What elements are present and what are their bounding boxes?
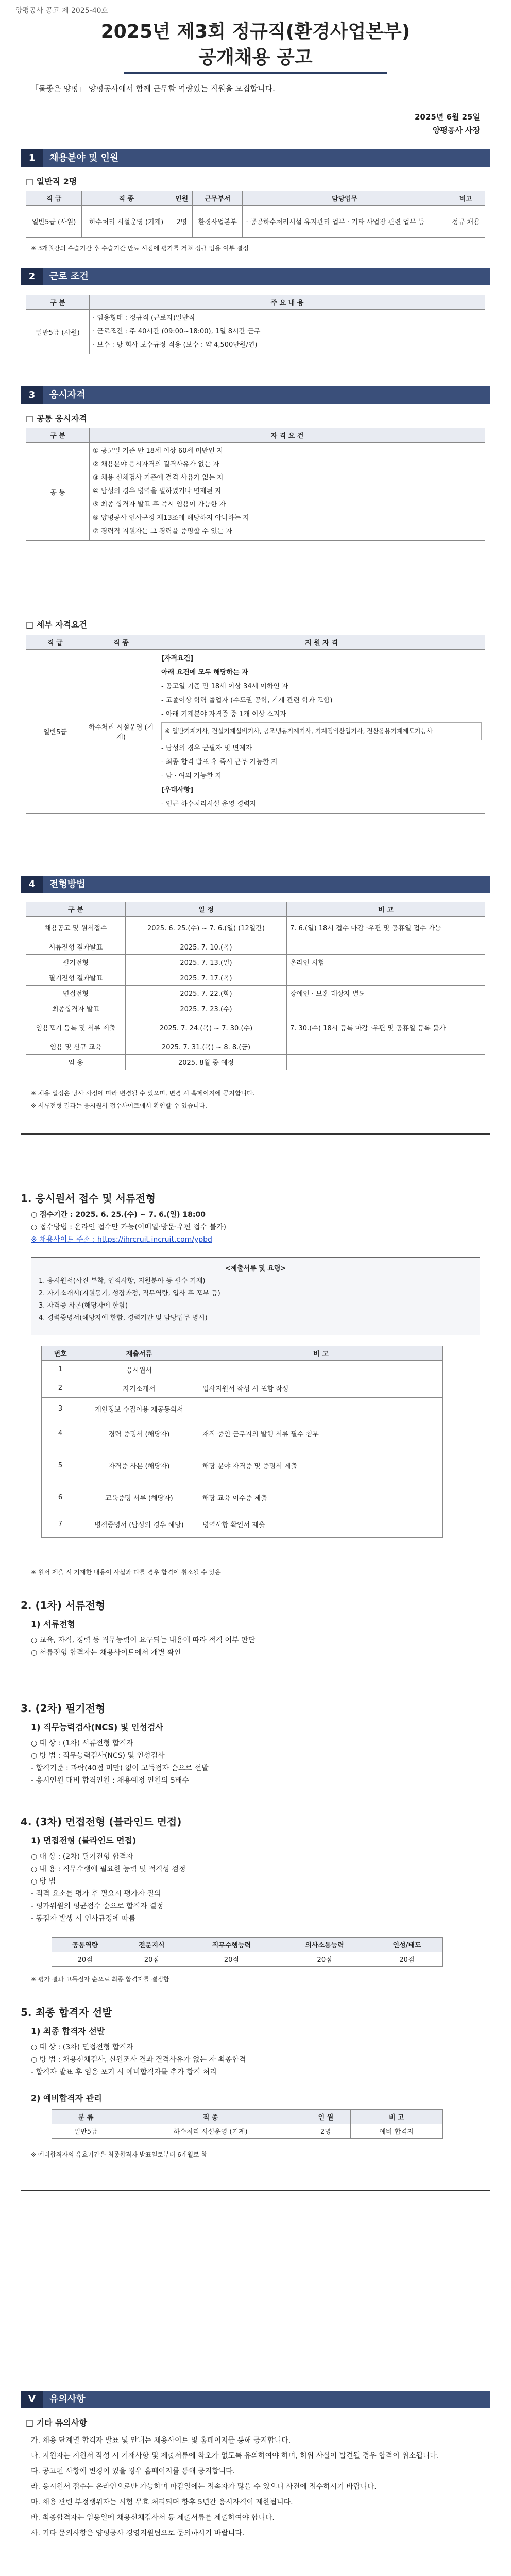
cell: 6 [42, 1484, 79, 1511]
note-line: 가. 채용 단계별 합격자 발표 및 안내는 채용사이트 및 홈페이지를 통해 공지합니다. [31, 2436, 291, 2445]
notice-number: 양평공사 공고 제 2025-40호 [15, 7, 109, 15]
col-header: 구 분 [26, 428, 90, 443]
section-number: 4 [21, 876, 43, 893]
para-line: ○ 서류전형 합격자는 채용사이트에서 개별 확인 [31, 1649, 181, 1657]
cell: 2명 [301, 2124, 351, 2139]
cell: 하수처리 시설운영 (기계) [84, 650, 158, 814]
cell: 응시원서 [79, 1361, 199, 1379]
interview-footnote: ※ 평가 결과 고득점자 순으로 최종 합격자를 결정함 [31, 1976, 169, 1983]
cell: 2025. 7. 13.(일) [126, 955, 287, 970]
recruit-table [26, 191, 485, 238]
col-header: 자 격 요 건 [90, 428, 485, 443]
cell: 20점 [278, 1952, 371, 1967]
note-line: 나. 지원자는 지원서 작성 시 기재사항 및 제출서류에 착오가 없도록 유의하여야 하며, 허위 사실이 발견될 경우 합격이 취소됩니다. [31, 2452, 439, 2460]
cell [287, 939, 485, 955]
written-test-lines [31, 1737, 479, 1787]
cell: 공 통 [26, 443, 90, 541]
para-line: - 평가위원의 평균점수 순으로 합격자 결정 [31, 1902, 164, 1910]
cell: 정규 채용 [447, 206, 485, 238]
qual-line: - 인근 하수처리시설 운영 경력자 [161, 800, 257, 808]
section-number: 3 [21, 386, 43, 404]
note-line: 라. 응시원서 접수는 온라인으로만 가능하며 마감일에는 접속자가 많을 수 있으니 사전에 접수하시기 바랍니다. [31, 2483, 377, 2491]
para-line: ○ 대 상 : (1차) 서류전형 합격자 [31, 1739, 133, 1748]
section-qualifications [21, 386, 490, 404]
subheading: 1) 서류전형 [31, 1619, 75, 1629]
qualification-item: ⑤ 최종 합격자 발표 후 즉시 임용이 가능한 자 [93, 501, 226, 509]
cell [287, 970, 485, 986]
note-line: 다. 공고된 사항에 변경이 있을 경우 홈페이지를 통해 공지합니다. [31, 2467, 235, 2476]
para-line: ○ 내 용 : 직무수행에 필요한 능력 및 적격성 검정 [31, 1865, 186, 1873]
divider [21, 1133, 490, 1138]
para-line: ○ 대 상 : (3차) 면접전형 합격자 [31, 2043, 133, 2052]
page-title-line2: 공개채용 공고 [198, 47, 313, 68]
section-number: 1 [21, 149, 43, 167]
note-line: ※ 채용 일정은 당사 사정에 따라 변경될 수 있으며, 변경 시 홈페이지에 공지합니다. [31, 1090, 255, 1097]
col-header: 담당업무 [243, 191, 447, 206]
interview-score-table [52, 1937, 443, 1967]
col-header: 공통역량 [52, 1938, 118, 1952]
table-row [42, 1379, 443, 1398]
cell: 임용포기 등록 및 서류 제출 [26, 1016, 126, 1039]
cell [199, 1398, 443, 1420]
para-line: - 적격 요소를 평가 후 필요시 평가자 질의 [31, 1890, 161, 1898]
qualification-item: ⑦ 경력직 지원자는 그 경력을 증명할 수 있는 자 [93, 528, 232, 535]
cell: · 공공하수처리시설 유지관리 업무 · 기타 사업장 관련 업무 등 [243, 206, 447, 238]
box-line: 2. 자기소개서(지원동기, 성장과정, 직무역량, 입사 후 포부 등) [39, 1290, 220, 1297]
heading-written-test: 3. (2차) 필기전형 [21, 1702, 106, 1715]
probation-note: ※ 3개월간의 수습기간 후 수습기간 만료 시점에 평가를 거쳐 정규 임용 여부 결정 [31, 245, 249, 252]
section-title: 근로 조건 [49, 271, 89, 282]
cell [287, 1001, 485, 1016]
col-header: 인성/태도 [371, 1938, 442, 1952]
cell [199, 1361, 443, 1379]
para-line: - 합격기준 : 과락(40점 미만) 없이 고득점자 순으로 선발 [31, 1764, 209, 1772]
table-row [26, 650, 485, 814]
qual-line: - 남 · 여의 가능한 자 [161, 772, 222, 780]
table-row [26, 1001, 485, 1016]
subheading: □ 공통 응시자격 [26, 414, 87, 423]
application-bullets [31, 1209, 479, 1246]
subheading: □ 일반직 2명 [26, 177, 77, 187]
note-line: 바. 최종합격자는 임용일에 채용신체검사서 등 제출서류를 제출하여야 합니다. [31, 2514, 275, 2522]
cell [287, 1055, 485, 1070]
condition-item: · 보수 : 당 회사 보수규정 적용 (보수 : 약 4,500만원/연) [93, 341, 258, 349]
cell: 입사지원서 작성 시 포함 작성 [199, 1379, 443, 1398]
qual-line: - 공고일 기준 만 18세 이상 34세 이하인 자 [161, 683, 288, 690]
box-title: <제출서류 및 요령> [225, 1265, 286, 1273]
cell: 20점 [52, 1952, 118, 1967]
cell: 필기전형 [26, 955, 126, 970]
cell: 개인정보 수집이용 제공동의서 [79, 1398, 199, 1420]
qual-line: - 최종 합격 발표 후 즉시 근무 가능한 자 [161, 758, 278, 766]
cell: 면접전형 [26, 986, 126, 1001]
para-line: - 합격자 발표 후 임용 포기 시 예비합격자를 추가 합격 처리 [31, 2068, 217, 2076]
heading-doc-screening: 2. (1차) 서류전형 [21, 1599, 106, 1612]
para-line: ○ 방 법 : 직무능력검사(NCS) 및 인성검사 [31, 1752, 165, 1760]
notice-date: 2025년 6월 25일 [415, 112, 480, 122]
heading-final-selection: 5. 최종 합격자 선발 [21, 2006, 112, 2019]
qual-line: [자격요건] [161, 655, 194, 663]
detail-qualification-table [26, 635, 485, 814]
cell: 최종합격자 발표 [26, 1001, 126, 1016]
col-header: 주 요 내 용 [90, 295, 485, 310]
col-header: 직무수행능력 [185, 1938, 278, 1952]
cell: 일반5급 [26, 650, 84, 814]
cell: 2025. 7. 31.(목) ~ 8. 8.(금) [126, 1039, 287, 1055]
subheading: 2) 예비합격자 관리 [31, 2093, 102, 2103]
schedule-table [26, 902, 485, 1070]
cell: 2025. 7. 23.(수) [126, 1001, 287, 1016]
cell: 2025. 7. 22.(화) [126, 986, 287, 1001]
qual-line: 아래 요건에 모두 해당하는 자 [161, 669, 248, 676]
cell: 5 [42, 1447, 79, 1484]
col-header: 구 분 [26, 295, 90, 310]
note-line: ※ 서류전형 결과는 응시원서 접수사이트에서 확인할 수 있습니다. [31, 1102, 207, 1109]
qual-line: - 아래 기계분야 자격증 중 1개 이상 소지자 [161, 710, 286, 718]
common-qualification-table [26, 428, 485, 541]
col-header: 직 종 [120, 2110, 301, 2124]
apply-site-link[interactable]: ※ 채용사이트 주소 : https://ihrcruit.incruit.com/ypbd [31, 1235, 212, 1244]
cell: 2025. 8월 중 예정 [126, 1055, 287, 1070]
subheading: 1) 최종 합격자 선발 [31, 2026, 105, 2036]
intro-text: 「물좋은 양평」 양평공사에서 함께 근무할 역량있는 직원을 모집합니다. [31, 84, 275, 93]
cell: 1 [42, 1361, 79, 1379]
reserve-footnote: ※ 예비합격자의 유효기간은 최종합격자 발표일로부터 6개월로 함 [31, 2151, 207, 2158]
bullet-line [31, 1233, 479, 1246]
col-header: 인원 [171, 191, 193, 206]
cell: 자기소개서 [79, 1379, 199, 1398]
cell: 20점 [185, 1952, 278, 1967]
interview-lines [31, 1851, 479, 1925]
table-row [26, 939, 485, 955]
box-line: 1. 응시원서(사진 부착, 인적사항, 지원분야 등 필수 기재) [39, 1277, 206, 1285]
para-line: ○ 방 법 : 채용신체검사, 신원조사 결과 결격사유가 없는 자 최종합격 [31, 2056, 246, 2064]
cell: 2025. 6. 25.(수) ~ 7. 6.(일) (12일간) [126, 917, 287, 939]
para-line: - 응시인원 대비 합격인원 : 채용예정 인원의 5배수 [31, 1776, 189, 1785]
qualification-item: ② 채용분야 응시자격의 결격사유가 없는 자 [93, 461, 219, 468]
note-line: 사. 기타 문의사항은 양평공사 경영지원팀으로 문의하시기 바랍니다. [31, 2529, 245, 2537]
table-row [26, 443, 485, 541]
cell: 임용 및 신규 교육 [26, 1039, 126, 1055]
page-title: 2025년 제3회 정규직(환경사업본부) [100, 21, 411, 42]
cell: 7 [42, 1511, 79, 1538]
col-header: 구 분 [26, 902, 126, 917]
cell: 병역사항 확인서 제출 [199, 1511, 443, 1538]
table-row [26, 986, 485, 1001]
col-header: 전문지식 [118, 1938, 185, 1952]
table-row [42, 1511, 443, 1538]
cell: 채용공고 및 원서접수 [26, 917, 126, 939]
table-row [26, 970, 485, 986]
table-row [26, 1016, 485, 1039]
cell: 7. 6.(일) 18시 접수 마감 ·우편 및 공휴일 접수 가능 [287, 917, 485, 939]
cell: 2025. 7. 10.(목) [126, 939, 287, 955]
qual-line: - 고졸이상 학력 졸업자 (수도권 공학, 기계 관련 학과 포함) [161, 697, 333, 704]
cell: 해당 교육 이수증 제출 [199, 1484, 443, 1511]
col-header: 비 고 [287, 902, 485, 917]
para-line: - 동점자 발생 시 인사규정에 따름 [31, 1914, 136, 1923]
col-header: 일 정 [126, 902, 287, 917]
section-notes [21, 2391, 490, 2408]
para-line: ○ 대 상 : (2차) 필기전형 합격자 [31, 1853, 133, 1861]
cell: 일반5급 (사원) [26, 206, 82, 238]
col-header: 지 원 자 격 [158, 635, 485, 650]
col-header: 제출서류 [79, 1346, 199, 1361]
table-row [42, 1420, 443, 1447]
qual-line: ※ 일반기계기사, 건설기계설비기사, 공조냉동기계기사, 기계정비산업기사, 전산응용기계제도기능사 [161, 722, 482, 740]
section-recruitment-field [21, 149, 490, 167]
subheading: 1) 면접전형 (블라인드 면접) [31, 1836, 137, 1845]
para-line: ○ 교육, 자격, 경력 등 직무능력이 요구되는 내용에 따라 적격 여부 판단 [31, 1636, 256, 1645]
subheading: □ 세부 자격요건 [26, 620, 87, 630]
col-header: 번호 [42, 1346, 79, 1361]
col-header: 비 고 [350, 2110, 442, 2124]
col-header: 직 급 [26, 635, 84, 650]
table-row [26, 310, 485, 354]
col-header: 분 류 [52, 2110, 120, 2124]
documents-footnote: ※ 원서 제출 시 기재한 내용이 사실과 다를 경우 합격이 취소될 수 있음 [31, 1569, 221, 1576]
section-selection-process [21, 876, 490, 893]
documents-table [41, 1346, 443, 1538]
cell: 하수처리 시설운영 (기계) [82, 206, 171, 238]
cell: 일반5급 [52, 2124, 120, 2139]
qualification-item: ③ 채용 신체검사 기준에 결격 사유가 없는 자 [93, 474, 224, 482]
cell: 일반5급 (사원) [26, 310, 90, 354]
cell: 7. 30.(수) 18시 등록 마감 ·우편 및 공휴일 등록 불가 [287, 1016, 485, 1039]
section-working-conditions [21, 268, 490, 285]
heading-application: 1. 응시원서 접수 및 서류전형 [21, 1192, 156, 1205]
title-divider [124, 72, 387, 74]
subheading: 1) 직무능력검사(NCS) 및 인성검사 [31, 1722, 163, 1732]
col-header: 근무부서 [193, 191, 243, 206]
doc-screening-lines [31, 1634, 479, 1659]
col-header: 비 고 [199, 1346, 443, 1361]
para-line: ○ 방 법 [31, 1877, 56, 1886]
col-header: 의사소통능력 [278, 1938, 371, 1952]
cell: 2명 [171, 206, 193, 238]
section-number: 2 [21, 268, 43, 285]
cell: 교육증명 서류 (해당자) [79, 1484, 199, 1511]
cell [90, 443, 485, 541]
heading-interview: 4. (3차) 면접전형 (블라인드 면접) [21, 1816, 182, 1828]
cell: 병적증명서 (남성의 경우 해당) [79, 1511, 199, 1538]
cell: 3 [42, 1398, 79, 1420]
condition-item: · 근로조건 : 주 40시간 (09:00~18:00), 1일 8시간 근무 [93, 328, 261, 335]
qualification-item: ⑥ 양평공사 인사규정 제13조에 해당하지 아니하는 자 [93, 514, 250, 522]
table-row [42, 1447, 443, 1484]
date-signature [415, 110, 480, 137]
cell: 임 용 [26, 1055, 126, 1070]
table-row [52, 2124, 443, 2139]
cell: 4 [42, 1420, 79, 1447]
cell [158, 650, 485, 814]
cell: 자격증 사본 (해당자) [79, 1447, 199, 1484]
subheading: □ 기타 유의사항 [26, 2418, 87, 2428]
col-header: 비고 [447, 191, 485, 206]
schedule-notes [31, 1087, 479, 1112]
box-line: 3. 자격증 사본(해당자에 한함) [39, 1302, 128, 1310]
cell: 2025. 7. 17.(목) [126, 970, 287, 986]
cell: 2025. 7. 24.(목) ~ 7. 30.(수) [126, 1016, 287, 1039]
cell: 환경사업본부 [193, 206, 243, 238]
notes-lines [31, 2433, 479, 2541]
table-row [42, 1398, 443, 1420]
cell: 재직 중인 근무지의 발행 서류 필수 첨부 [199, 1420, 443, 1447]
condition-item: · 임용형태 : 정규직 (근로자)일반직 [93, 314, 195, 322]
cell: 경력 증명서 (해당자) [79, 1420, 199, 1447]
qual-line: [우대사항] [161, 786, 194, 794]
col-header: 인 원 [301, 2110, 351, 2124]
col-header: 직 종 [84, 635, 158, 650]
section-number: V [21, 2391, 43, 2408]
cell: 필기전형 결과발표 [26, 970, 126, 986]
col-header: 직 급 [26, 191, 82, 206]
qualification-item: ① 공고일 기준 만 18세 이상 60세 미만인 자 [93, 447, 224, 455]
cell: 예비 합격자 [350, 2124, 442, 2139]
table-row [52, 1952, 443, 1967]
divider [21, 2190, 490, 2194]
section-title: 채용분야 및 인원 [49, 152, 119, 163]
col-header: 직 종 [82, 191, 171, 206]
cell [90, 310, 485, 354]
cell [287, 1039, 485, 1055]
table-row [26, 206, 485, 238]
documents-guide-box [31, 1257, 480, 1335]
signer: 양평공사 사장 [432, 126, 480, 135]
bullet-line: ○ 접수방법 : 온라인 접수만 가능(이메일·방문·우편 접수 불가) [31, 1223, 226, 1231]
cell: 2 [42, 1379, 79, 1398]
table-row [26, 917, 485, 939]
qual-line: - 남성의 경우 군필자 및 면제자 [161, 744, 252, 752]
table-row [26, 1055, 485, 1070]
cell: 해당 분야 자격증 및 증명서 제출 [199, 1447, 443, 1484]
cell: 장애인 · 보훈 대상자 별도 [287, 986, 485, 1001]
section-title: 전형방법 [49, 879, 86, 890]
cell: 온라인 시험 [287, 955, 485, 970]
section-title: 응시자격 [49, 389, 86, 400]
note-line: 마. 채용 관련 부정행위자는 시험 무효 처리되며 향후 5년간 응시자격이 제한됩니다. [31, 2498, 293, 2506]
cell: 20점 [371, 1952, 442, 1967]
box-line: 4. 경력증명서(해당자에 한함, 경력기간 및 담당업무 명시) [39, 1314, 208, 1322]
section-title: 유의사항 [49, 2394, 86, 2404]
cell: 20점 [118, 1952, 185, 1967]
table-row [26, 1039, 485, 1055]
reserve-table [52, 2109, 443, 2139]
table-row [26, 955, 485, 970]
cell: 서류전형 결과발표 [26, 939, 126, 955]
table-row [42, 1484, 443, 1511]
bullet-line: ○ 접수기간 : 2025. 6. 25.(수) ~ 7. 6.(일) 18:00 [31, 1211, 206, 1219]
final-selection-lines [31, 2041, 479, 2078]
qualification-item: ④ 남성의 경우 병역을 필하였거나 면제된 자 [93, 487, 222, 495]
cell: 하수처리 시설운영 (기계) [120, 2124, 301, 2139]
conditions-table [26, 295, 485, 354]
table-row [42, 1361, 443, 1379]
